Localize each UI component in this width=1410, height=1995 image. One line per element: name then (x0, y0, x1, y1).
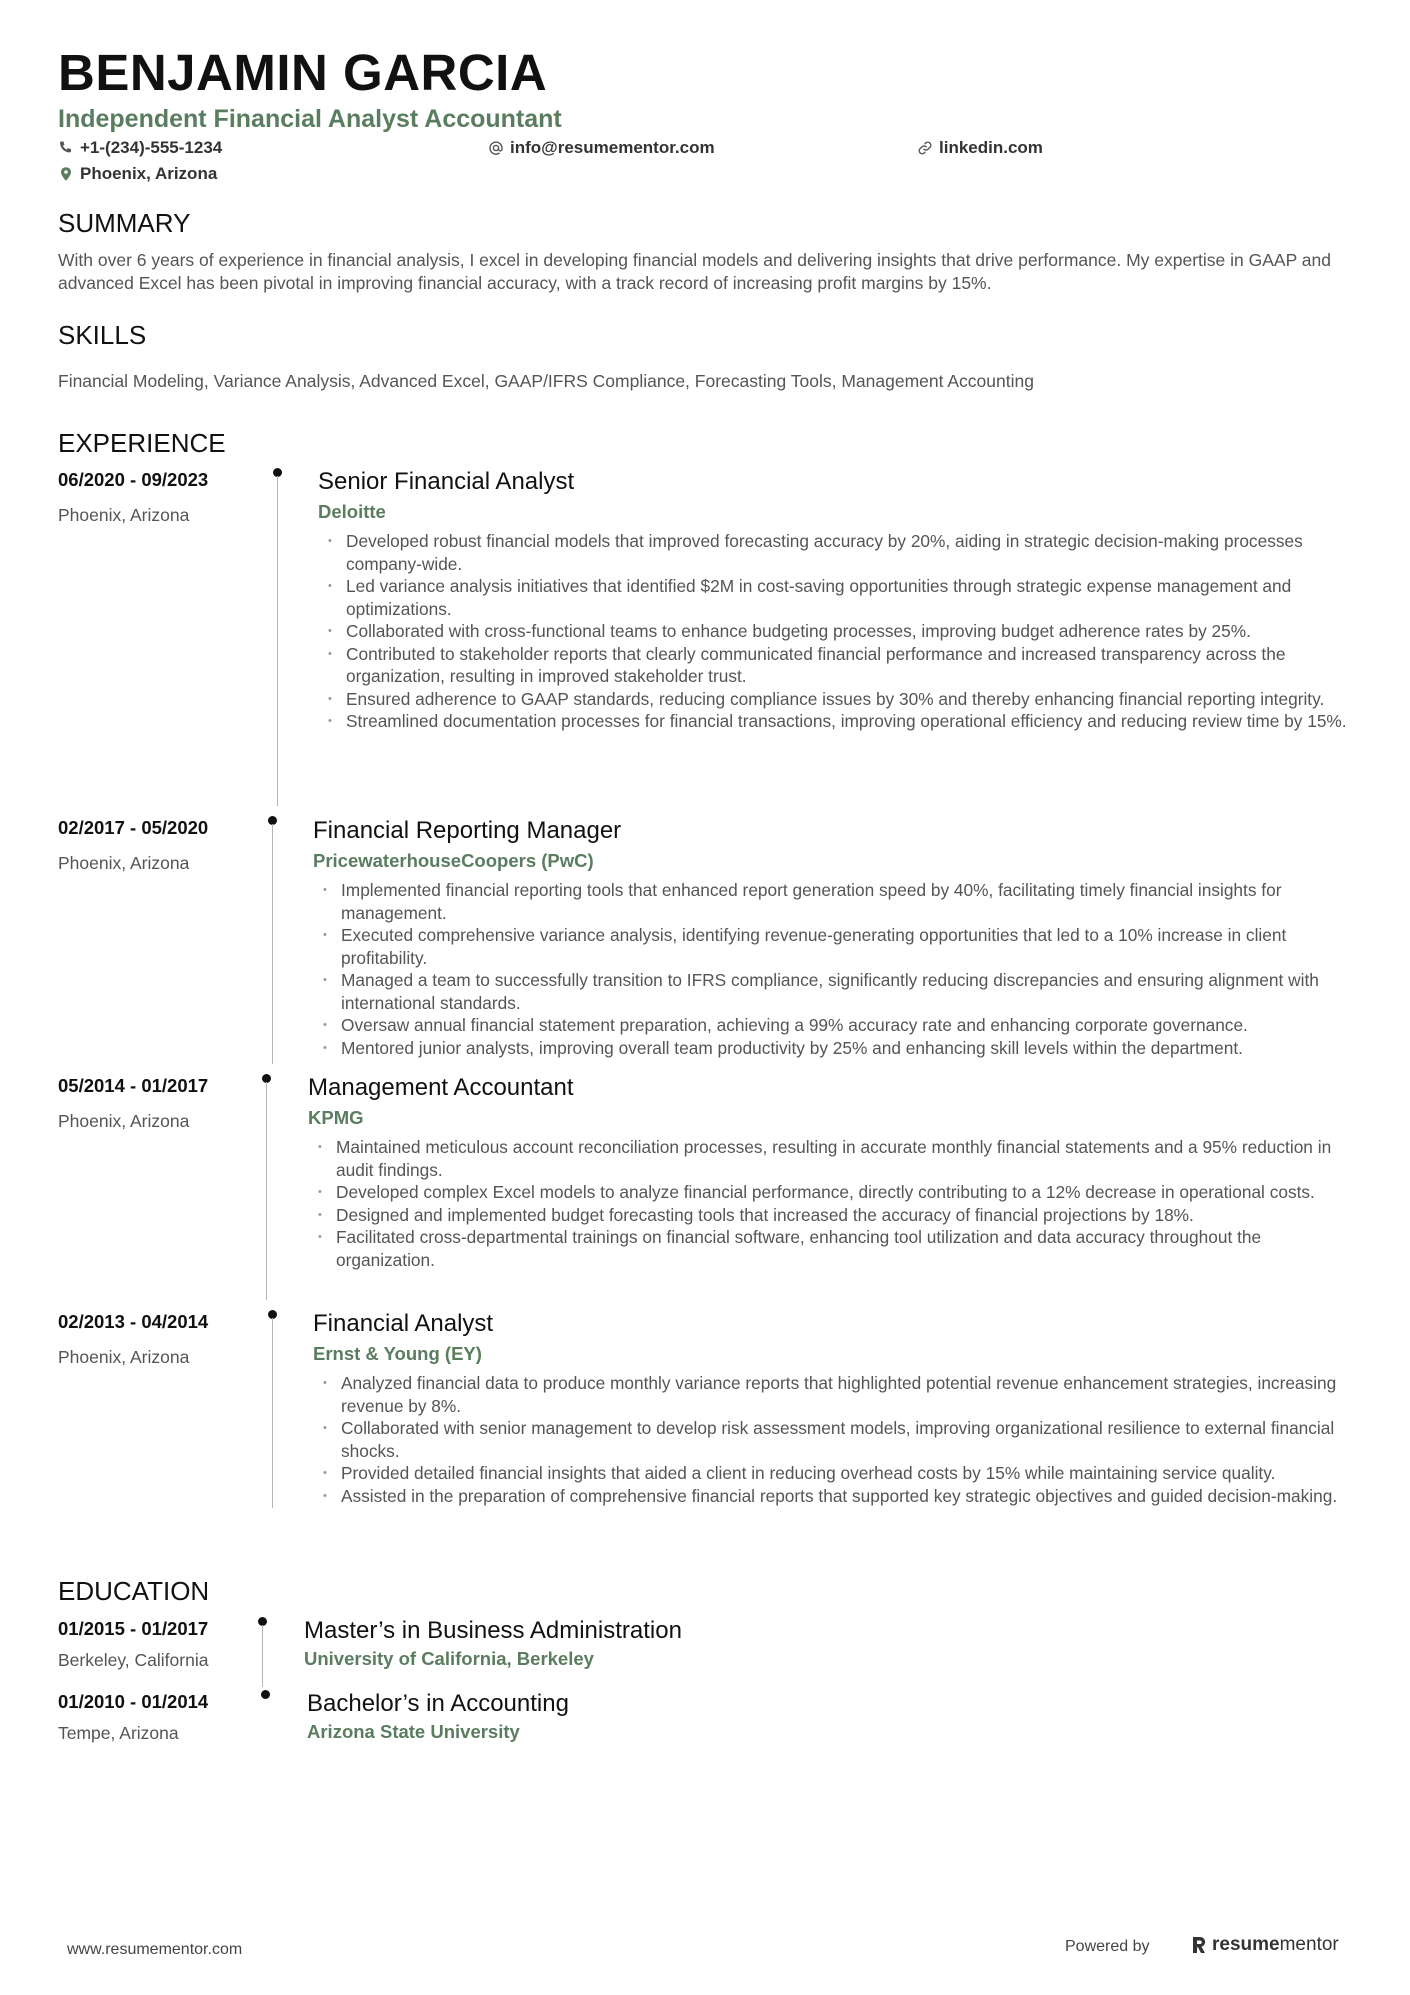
education-school: Arizona State University (307, 1721, 520, 1742)
list-item: • Managed a team to successfully transition to IFRS compliance, significantly reducing discrepancies and ensuring alignment with international standards. (318, 969, 1363, 1014)
list-item: • Executed comprehensive variance analysis, identifying revenue-generating opportunities that led to a 10% increase in client profitability. (318, 924, 1363, 969)
list-item: • Implemented financial reporting tools that enhanced report generation speed by 40%, facilitating timely financial insights for management. (318, 879, 1363, 924)
contact-location (58, 162, 217, 186)
job-role: Financial Reporting Manager (313, 817, 622, 844)
timeline-line (272, 1318, 273, 1508)
summary-text: With over 6 years of experience in financial analysis, I excel in developing financial models and delivering insights that drive performance. My expertise in GAAP and advanced Excel has been pivotal in improving financial accuracy, with a track record of increasing profit margins by 15%. (58, 250, 1331, 293)
candidate-title: Independent Financial Analyst Accountant (58, 105, 562, 133)
job-bullets (318, 1372, 1363, 1507)
list-item: • Developed robust financial models that improved forecasting accuracy by 20%, aiding in strategic decision-making processes company-wide. (323, 530, 1363, 575)
contact-email[interactable] (488, 136, 715, 160)
timeline-dot (261, 1690, 270, 1699)
job-company: Deloitte (318, 501, 386, 522)
phone-icon (58, 140, 74, 156)
education-degree: Bachelor’s in Accounting (307, 1690, 569, 1717)
experience-heading: EXPERIENCE (58, 428, 226, 458)
job-role: Senior Financial Analyst (318, 468, 575, 495)
education-dates: 01/2015 - 01/2017 (58, 1618, 209, 1639)
job-company: KPMG (308, 1107, 364, 1128)
phone-text: +1-(234)-555-1234 (80, 138, 223, 157)
job-bullets (318, 879, 1363, 1059)
skills-text: Financial Modeling, Variance Analysis, Advanced Excel, GAAP/IFRS Compliance, Forecasting Tools, Management Accounting (58, 371, 1034, 391)
job-dates: 06/2020 - 09/2023 (58, 469, 209, 490)
contact-phone (58, 136, 222, 160)
job-bullets (313, 1136, 1363, 1271)
job-dates: 02/2017 - 05/2020 (58, 817, 209, 838)
list-item: • Developed complex Excel models to analyze financial performance, directly contributing to a 12% decrease in operational costs. (313, 1181, 1363, 1204)
footer-brand[interactable] (1190, 1933, 1339, 1957)
list-item: • Provided detailed financial insights that aided a client in reducing overhead costs by 15% while maintaining service quality. (318, 1462, 1363, 1485)
contact-linkedin[interactable] (917, 136, 1043, 160)
education-degree: Master’s in Business Administration (304, 1617, 682, 1644)
brand-light: mentor (1279, 1934, 1339, 1955)
job-company: PricewaterhouseCoopers (PwC) (313, 850, 594, 871)
timeline-line (266, 1082, 267, 1300)
job-dates: 02/2013 - 04/2014 (58, 1311, 209, 1332)
job-location: Phoenix, Arizona (58, 1111, 190, 1131)
location-text: Phoenix, Arizona (80, 164, 218, 183)
summary-heading: SUMMARY (58, 208, 191, 238)
list-item: • Streamlined documentation processes for financial transactions, improving operational efficiency and reducing review time by 15%. (323, 710, 1363, 733)
candidate-name: BENJAMIN GARCIA (58, 44, 548, 101)
job-role: Management Accountant (308, 1074, 574, 1101)
job-location: Phoenix, Arizona (58, 853, 190, 873)
list-item: • Mentored junior analysts, improving overall team productivity by 25% and enhancing skill levels within the department. (318, 1037, 1363, 1060)
list-item: • Led variance analysis initiatives that identified $2M in cost-saving opportunities through strategic expense management and optimizations. (323, 575, 1363, 620)
linkedin-text: linkedin.com (939, 138, 1043, 157)
list-item: • Ensured adherence to GAAP standards, reducing compliance issues by 30% and thereby enhancing financial reporting integrity. (323, 688, 1363, 711)
timeline-line (272, 824, 273, 1064)
list-item: • Collaborated with cross-functional teams to enhance budgeting processes, improving budget adherence rates by 25%. (323, 620, 1363, 643)
job-dates: 05/2014 - 01/2017 (58, 1075, 209, 1096)
resumementor-logo-icon (1190, 1934, 1208, 1956)
link-icon (917, 140, 933, 156)
list-item: • Collaborated with senior management to develop risk assessment models, improving organizational resilience to external financial shocks. (318, 1417, 1363, 1462)
map-pin-icon (58, 166, 74, 182)
skills-heading: SKILLS (58, 320, 147, 350)
timeline-line (277, 476, 278, 806)
footer-url[interactable]: www.resumementor.com (67, 1941, 243, 1958)
list-item: • Analyzed financial data to produce monthly variance reports that highlighted potential revenue enhancement strategies, increasing revenue by 8%. (318, 1372, 1363, 1417)
education-location: Tempe, Arizona (58, 1723, 179, 1743)
brand-bold: resume (1212, 1934, 1280, 1955)
job-company: Ernst & Young (EY) (313, 1343, 482, 1364)
email-text: info@resumementor.com (510, 138, 715, 157)
education-heading: EDUCATION (58, 1576, 210, 1606)
list-item: • Assisted in the preparation of comprehensive financial reports that supported key strategic objectives and guided decision-making. (318, 1485, 1363, 1508)
timeline-line (262, 1625, 263, 1687)
education-location: Berkeley, California (58, 1650, 209, 1670)
at-sign-icon (488, 140, 504, 156)
list-item: • Contributed to stakeholder reports that clearly communicated financial performance and increased transparency across the organization, resulting in improved stakeholder trust. (323, 643, 1363, 688)
job-location: Phoenix, Arizona (58, 505, 190, 525)
footer-powered-by: Powered by (1065, 1938, 1150, 1955)
job-bullets (323, 530, 1363, 733)
education-school: University of California, Berkeley (304, 1648, 594, 1669)
education-dates: 01/2010 - 01/2014 (58, 1691, 209, 1712)
job-location: Phoenix, Arizona (58, 1347, 190, 1367)
list-item: • Designed and implemented budget forecasting tools that increased the accuracy of financial projections by 18%. (313, 1204, 1363, 1227)
job-role: Financial Analyst (313, 1310, 494, 1337)
list-item: • Oversaw annual financial statement preparation, achieving a 99% accuracy rate and enhancing corporate governance. (318, 1014, 1363, 1037)
list-item: • Facilitated cross-departmental trainings on financial software, enhancing tool utilization and data accuracy throughout the organization. (313, 1226, 1363, 1271)
list-item: • Maintained meticulous account reconciliation processes, resulting in accurate monthly financial statements and a 95% reduction in audit findings. (313, 1136, 1363, 1181)
